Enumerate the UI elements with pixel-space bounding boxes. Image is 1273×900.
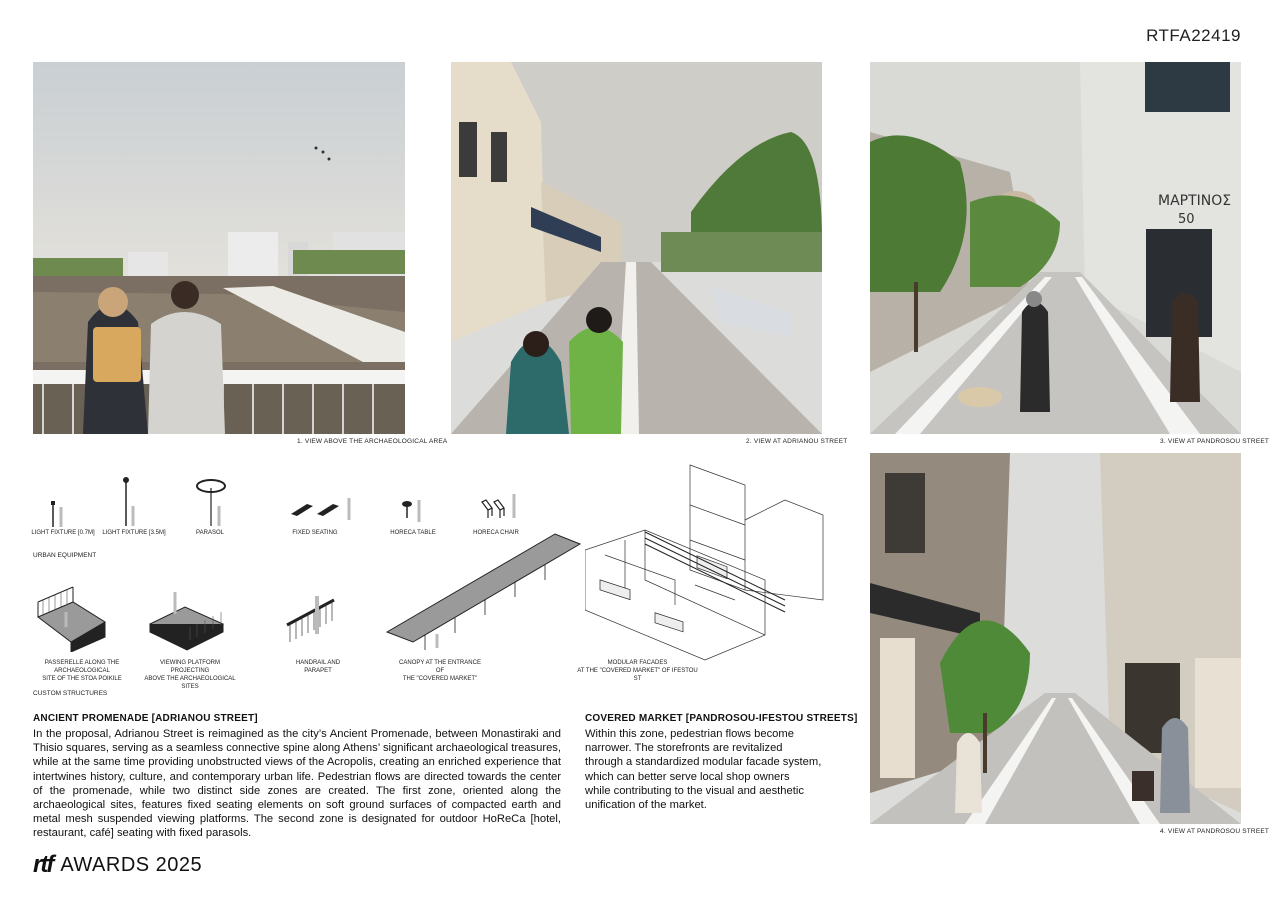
fixed-seating-icon — [289, 490, 359, 530]
covered-market-body: Within this zone, pedestrian flows become narrower. The storefronts are revitalized through a standardized modular facade system, which can better serve local shop owners while contributing to the visual and aesthetic unification of the market. — [585, 728, 822, 812]
handrail-drawing — [284, 590, 344, 645]
passerelle-drawing — [33, 582, 113, 652]
parasol-icon — [195, 476, 227, 528]
view-archaeological-area-image — [33, 62, 405, 434]
equipment-label-fixed-seating: FIXED SEATING — [292, 530, 338, 536]
structure-label-handrail: HANDRAIL AND PARAPET — [295, 660, 341, 674]
rtf-logo-text: AWARDS 2025 — [60, 853, 203, 876]
urban-equipment-title: URBAN EQUIPMENT — [33, 552, 97, 559]
caption-view-3: 3. VIEW AT PANDROSOU STREET — [1160, 438, 1270, 445]
equipment-label-light-tall: LIGHT FIXTURE [3.5M] — [102, 530, 166, 536]
project-code: RTFA22419 — [1146, 26, 1241, 45]
shop-sign-line1: ΜΑΡΤΙΝΟΣ — [1158, 193, 1232, 209]
rtf-logo-mark: rtf — [33, 851, 53, 878]
shop-sign-line2: 50 — [1178, 212, 1195, 227]
custom-structures-title: CUSTOM STRUCTURES — [33, 690, 108, 697]
structure-label-viewing-platform: VIEWING PLATFORM PROJECTING ABOVE THE ARCHAEOLOGICAL SITES — [144, 660, 236, 690]
view-pandrosou-street-image-2 — [870, 453, 1241, 824]
ancient-promenade-heading: ANCIENT PROMENADE [ADRIANOU STREET] — [33, 713, 258, 724]
horeca-table-icon — [399, 494, 429, 529]
equipment-label-light-short: LIGHT FIXTURE [0.7M] — [31, 530, 95, 536]
rtf-awards-logo — [33, 851, 202, 879]
canopy-drawing — [385, 532, 585, 652]
structure-label-modular-facades: MODULAR FACADES AT THE "COVERED MARKET" OF IFESTOU ST — [577, 660, 698, 682]
caption-view-2: 2. VIEW AT ADRIANOU STREET — [746, 438, 848, 445]
structure-label-passerelle: PASSERELLE ALONG THE ARCHAEOLOGICAL SITE OF THE STOA POIKILE — [42, 660, 122, 682]
equipment-label-parasol: PARASOL — [196, 530, 224, 536]
equipment-label-horeca-chair: HORECA CHAIR — [473, 530, 519, 536]
covered-market-heading: COVERED MARKET [PANDROSOU-IFESTOU STREETS] — [585, 713, 858, 724]
light-fixture-tall-icon — [118, 476, 138, 528]
structure-label-canopy: CANOPY AT THE ENTRANCE OF THE "COVERED MARKET" — [399, 660, 481, 682]
view-pandrosou-street-image — [870, 62, 1241, 434]
view-adrianou-street-image — [451, 62, 822, 434]
light-fixture-short-icon — [48, 493, 68, 528]
ancient-promenade-body: In the proposal, Adrianou Street is reimagined as the city’s Ancient Promenade, between Monastiraki and Thisio squares, serving as a seamless connective spine along Athens’ significant archaeological treasures, while at the same time providing unobstructed views of the Acropolis, creating an enriched experience that intertwines history, culture, and contemporary urban life. Pedestrian flows are directed towards the center of the promenade, while two distinct side zones are created. The first zone, oriented along the archaeological sites, features fixed seating elements on soft ground surfaces of compacted earth and metal mesh suspended viewing platforms. The second zone is designated for outdoor HoReCa [hotel, restaurant, café] seating with fixed parasols. — [33, 728, 561, 840]
caption-view-4: 4. VIEW AT PANDROSOU STREET — [1160, 828, 1270, 835]
viewing-platform-drawing — [145, 582, 230, 652]
modular-facades-drawing — [585, 460, 825, 665]
caption-view-1: 1. VIEW ABOVE THE ARCHAEOLOGICAL AREA — [297, 438, 448, 445]
horeca-chair-icon — [478, 490, 523, 530]
equipment-label-horeca-table: HORECA TABLE — [390, 530, 436, 536]
